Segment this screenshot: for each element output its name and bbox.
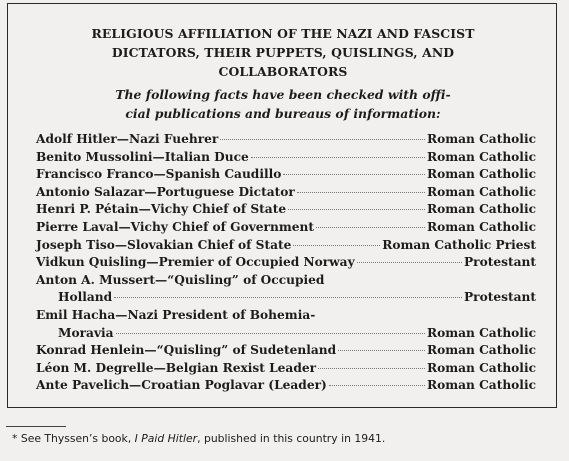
entry-affiliation: Roman Catholic <box>426 202 536 217</box>
dot-leader <box>283 174 425 175</box>
entry-affiliation: Roman Catholic <box>426 184 536 199</box>
entry-name: Francisco Franco—Spanish Caudillo <box>36 167 282 182</box>
dot-leader <box>316 227 425 228</box>
entry-affiliation: Roman Catholic <box>426 167 536 182</box>
entry-affiliation: Roman Catholic Priest <box>382 237 536 252</box>
affiliation-list <box>36 132 536 396</box>
entry-name: Joseph Tiso—Slovakian Chief of State <box>36 237 292 252</box>
footnote <box>12 432 385 445</box>
list-item <box>36 378 536 396</box>
entry-affiliation: Protestant <box>464 255 536 270</box>
title-line: RELIGIOUS AFFILIATION OF THE NAZI AND FASCIST <box>91 26 475 41</box>
entry-name: Antonio Salazar—Portuguese Dictator <box>36 184 295 199</box>
list-item <box>36 167 536 185</box>
entry-name-continued: Holland <box>58 290 113 305</box>
entry-name: Adolf Hitler—Nazi Fuehrer <box>36 132 219 146</box>
list-item <box>36 202 536 220</box>
dot-leader <box>329 385 425 386</box>
footnote-marker: * <box>12 432 18 445</box>
list-item <box>36 150 536 168</box>
list-item <box>36 132 536 150</box>
entry-affiliation: Protestant <box>464 290 536 305</box>
entry-name: Anton A. Mussert—“Quisling” of Occupied <box>36 272 325 287</box>
list-item-continuation <box>36 326 536 344</box>
dot-leader <box>220 139 425 140</box>
entry-name: Henri P. Pétain—Vichy Chief of State <box>36 202 287 217</box>
footnote-rule <box>6 426 66 427</box>
footnote-text-after: , published in this country in 1941. <box>197 432 386 445</box>
entry-affiliation: Roman Catholic <box>426 219 536 234</box>
dot-leader <box>297 192 425 193</box>
dot-leader <box>251 157 425 158</box>
entry-affiliation: Roman Catholic <box>426 360 536 375</box>
list-item-continuation <box>36 290 536 308</box>
entry-name-continued: Moravia <box>58 325 114 340</box>
list-item <box>36 343 536 361</box>
dot-leader <box>288 209 425 210</box>
dot-leader <box>114 297 462 298</box>
dot-leader <box>293 245 380 246</box>
article-box <box>7 3 557 408</box>
list-item <box>36 238 536 256</box>
entry-affiliation: Roman Catholic <box>426 325 536 340</box>
intro-line: The following facts have been checked with offi- <box>115 87 451 102</box>
entry-name: Benito Mussolini—Italian Duce <box>36 149 249 164</box>
entry-name: Emil Hacha—Nazi President of Bohemia- <box>36 307 316 322</box>
entry-affiliation: Roman Catholic <box>426 378 536 393</box>
dot-leader <box>338 350 425 351</box>
dot-leader <box>357 262 462 263</box>
footnote-text-before: See Thyssen’s book, <box>17 432 135 445</box>
footnote-book-title: I Paid Hitler <box>134 432 198 445</box>
entry-affiliation: Roman Catholic <box>426 132 536 146</box>
article-title <box>8 24 558 81</box>
list-item <box>36 255 536 273</box>
title-line: COLLABORATORS <box>218 64 348 79</box>
entry-name: Léon M. Degrelle—Belgian Rexist Leader <box>36 360 317 375</box>
entry-name: Pierre Laval—Vichy Chief of Government <box>36 219 314 234</box>
list-item <box>36 308 536 326</box>
list-item <box>36 220 536 238</box>
list-item <box>36 185 536 203</box>
entry-affiliation: Roman Catholic <box>426 149 536 164</box>
entry-name: Ante Pavelich—Croatian Poglavar (Leader) <box>36 378 327 393</box>
title-line: DICTATORS, THEIR PUPPETS, QUISLINGS, AND <box>111 45 455 60</box>
dot-leader <box>318 368 425 369</box>
dot-leader <box>116 333 425 334</box>
entry-affiliation: Roman Catholic <box>426 343 536 358</box>
entry-name: Vidkun Quisling—Premier of Occupied Norway <box>36 255 355 270</box>
list-item <box>36 361 536 379</box>
intro-text <box>8 85 558 123</box>
intro-line: cial publications and bureaus of information: <box>125 106 441 121</box>
list-item <box>36 273 536 291</box>
entry-name: Konrad Henlein—“Quisling” of Sudetenland <box>36 343 337 358</box>
